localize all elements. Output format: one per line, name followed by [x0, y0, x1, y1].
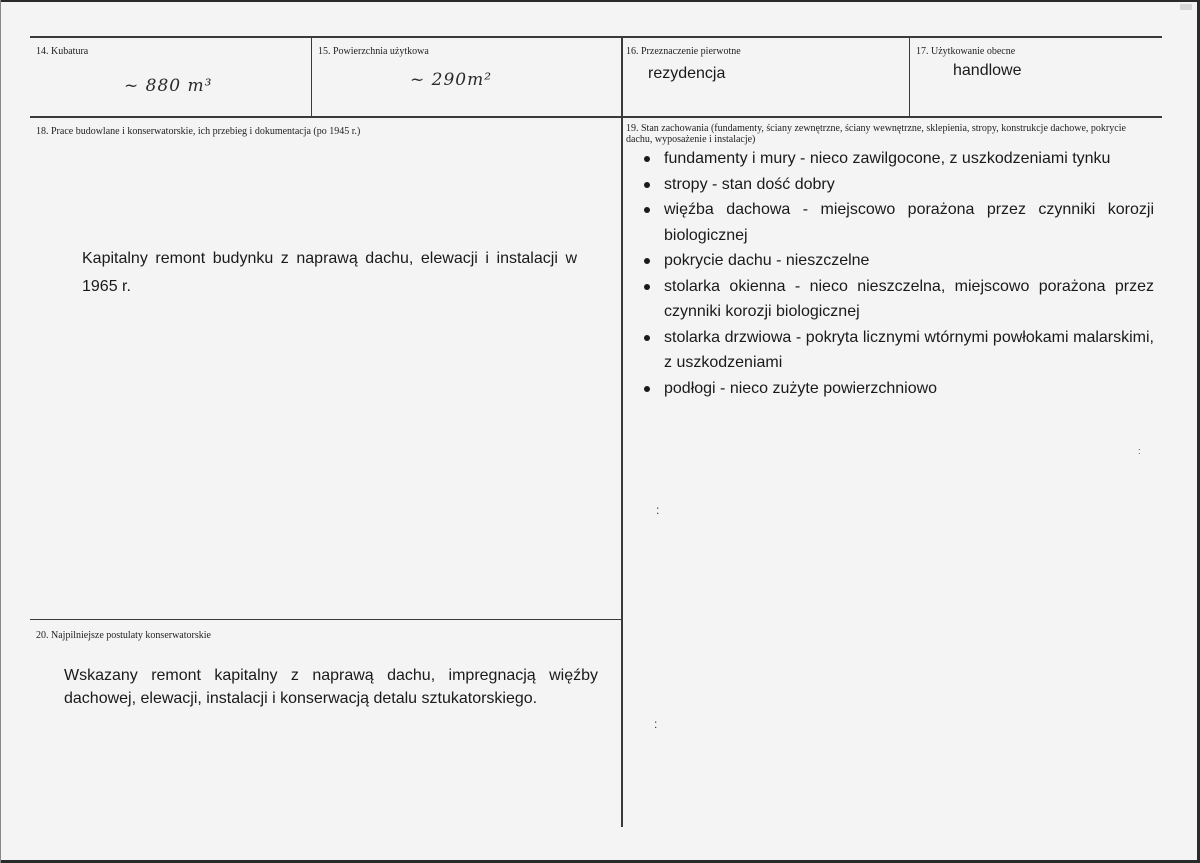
kubatura-label: 14. Kubatura: [36, 46, 89, 57]
divider-f16-f17: [909, 37, 910, 117]
divider-f14-f15: [311, 37, 312, 117]
row1-bottom-rule: [30, 116, 1162, 118]
list-item-text: podłogi - nieco zużyte powierzchniowo: [664, 379, 938, 397]
row2-bottom-rule-left: [30, 619, 622, 620]
list-item: [640, 197, 1154, 248]
list-item: [640, 248, 1154, 274]
uzytkowanie-label: 17. Użytkowanie obecne: [916, 46, 1016, 57]
list-item-text: stropy - stan dość dobry: [664, 175, 835, 193]
form-top-rule: [30, 36, 1162, 38]
list-item-text: fundamenty i mury - nieco zawilgocone, z uszkodzeniami tynku: [664, 150, 1111, 167]
stan-zachowania-label: 19. Stan zachowania (fundamenty, ściany zewnętrzne, ściany wewnętrzne, sklepienia, stropy, konstrukcje dachowe, pokrycie dachu, wyposażenie i instalacje): [626, 123, 1126, 145]
list-item: [640, 325, 1154, 376]
postulaty-label: 20. Najpilniejsze postulaty konserwatorskie: [36, 630, 211, 641]
list-item-text: stolarka drzwiowa - pokryta licznymi wtórnymi powłokami malarskimi, z uszkodzeniami: [664, 328, 1154, 371]
scan-speck: :: [654, 717, 658, 731]
bullet-icon: [644, 386, 650, 392]
bullet-icon: [644, 335, 650, 341]
list-item: [640, 146, 1154, 172]
bullet-icon: [644, 182, 650, 188]
uzytkowanie-value: handlowe: [953, 62, 1022, 79]
list-item-text: więźba dachowa - miejscowo porażona przez czynniki korozji biologicznej: [664, 201, 1154, 244]
bullet-icon: [644, 284, 650, 290]
powierzchnia-value: ~ 290m²: [410, 70, 493, 90]
list-item: [640, 376, 1154, 402]
postulaty-text: Wskazany remont kapitalny z naprawą dachu, impregnacją więźby dachowej, elewacji, instalacji i konserwacją detalu sztukatorskiego.: [64, 667, 598, 707]
kubatura-value: ~ 880 m³: [124, 76, 213, 96]
bullet-icon: [644, 258, 650, 264]
prace-budowlane-text: Kapitalny remont budynku z naprawą dachu, elewacji i instalacji w 1965 r.: [82, 250, 577, 295]
page-border-left: [0, 0, 1, 863]
page-border-top: [0, 0, 1200, 2]
list-item-text: stolarka okienna - nieco nieszczelna, miejscowo porażona przez czynniki korozji biologicznej: [664, 277, 1154, 320]
list-item: [640, 172, 1154, 198]
bullet-icon: [644, 207, 650, 213]
list-item-text: pokrycie dachu - nieszczelne: [664, 252, 870, 269]
corner-mark: [1180, 4, 1192, 10]
przeznaczenie-label: 16. Przeznaczenie pierwotne: [626, 46, 741, 57]
list-item: [640, 274, 1154, 325]
bullet-icon: [644, 156, 650, 162]
scan-speck: :: [1138, 446, 1141, 456]
przeznaczenie-value: rezydencja: [648, 65, 726, 82]
prace-budowlane-label: 18. Prace budowlane i konserwatorskie, ich przebieg i dokumentacja (po 1945 r.): [36, 126, 361, 137]
powierzchnia-label: 15. Powierzchnia użytkowa: [318, 46, 429, 57]
divider-left-right: [621, 37, 623, 827]
scan-speck: :: [656, 503, 660, 517]
stan-zachowania-list: [640, 146, 1154, 401]
